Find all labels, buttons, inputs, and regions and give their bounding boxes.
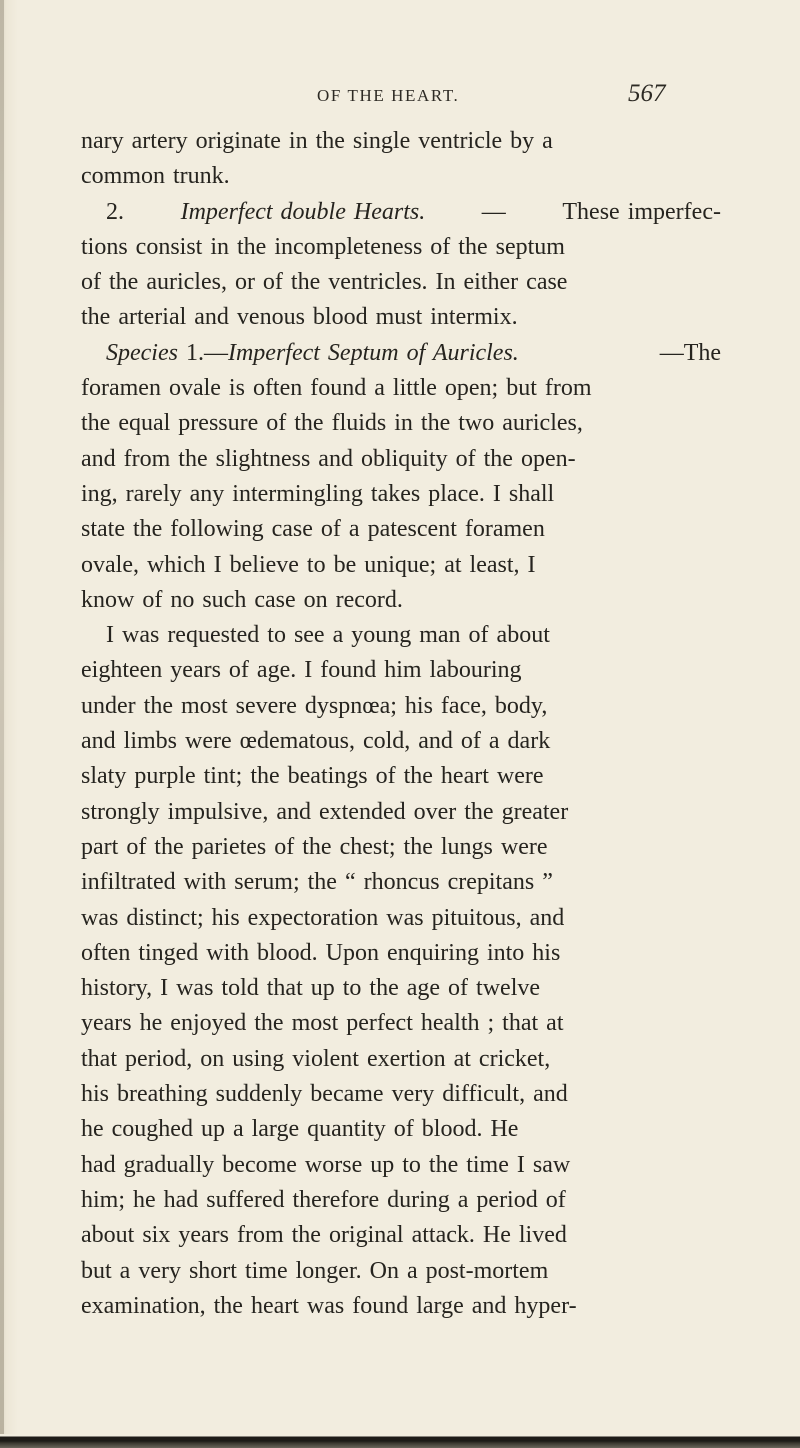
species-label: Species: [106, 339, 178, 366]
text-line: years he enjoyed the most perfect health ; that at: [81, 1010, 564, 1037]
text-line: was distinct; his expectoration was pituitous, and: [81, 904, 565, 931]
text-line: he coughed up a large quantity of blood. He: [81, 1116, 519, 1143]
running-title: OF THE HEART.: [317, 86, 460, 105]
text-line: ing, rarely any intermingling takes place. I shall: [81, 480, 555, 507]
text-line: history, I was told that up to the age of twelve: [81, 975, 541, 1002]
text-line: the equal pressure of the fluids in the two auricles,: [81, 410, 583, 437]
species-heading: Imperfect Septum of Auricles.: [227, 339, 519, 366]
text-line: nary artery originate in the single ventricle by a: [81, 128, 553, 154]
body-text: [81, 124, 721, 1324]
text-line: his breathing suddenly became very difficult, and: [81, 1081, 568, 1108]
section-heading: Imperfect double Hearts.: [180, 198, 426, 225]
page-edge-rule: [0, 1434, 800, 1448]
species-lead: [106, 336, 519, 371]
text-line: of the auricles, or of the ventricles. In either case: [81, 269, 568, 296]
text-line: I was requested to see a young man of about: [106, 622, 550, 649]
text-line: under the most severe dyspnœa; his face, body,: [81, 692, 548, 719]
section-text: These imperfec-: [562, 198, 721, 225]
species-number: 1.: [185, 339, 204, 366]
text-line: about six years from the original attack. He lived: [81, 1222, 567, 1249]
text-line: had gradually become worse up to the time I saw: [81, 1151, 571, 1178]
text-line: eighteen years of age. I found him labouring: [81, 657, 522, 684]
section-number: 2.: [106, 198, 124, 225]
species-1-line: [81, 336, 721, 371]
text-line: and limbs were œdematous, cold, and of a dark: [81, 728, 551, 755]
text-line: strongly impulsive, and extended over the greater: [81, 798, 569, 825]
em-dash: —: [203, 339, 228, 366]
section-2-line: [81, 195, 721, 230]
text-line: that period, on using violent exertion at cricket,: [81, 1045, 551, 1072]
text-line: ovale, which I believe to be unique; at least, I: [81, 551, 536, 578]
text-line: tions consist in the incompleteness of the septum: [81, 233, 565, 260]
text-line: slaty purple tint; the beatings of the heart were: [81, 763, 544, 790]
text-line: common trunk.: [81, 163, 230, 190]
text-line: foramen ovale is often found a little open; but from: [81, 375, 592, 402]
binding-gutter: [0, 0, 4, 1448]
text-line: him; he had suffered therefore during a period of: [81, 1186, 566, 1213]
text-line: part of the parietes of the chest; the lungs were: [81, 833, 548, 860]
text-line: examination, the heart was found large and hyper-: [81, 1292, 577, 1319]
text-line: the arterial and venous blood must intermix.: [81, 304, 518, 331]
running-head: [0, 80, 800, 116]
text-line: infiltrated with serum; the “ rhoncus crepitans ”: [81, 869, 553, 896]
text-line: often tinged with blood. Upon enquiring into his: [81, 939, 561, 966]
text-line: state the following case of a patescent foramen: [81, 516, 545, 543]
species-text: —The: [659, 339, 721, 366]
em-dash: —: [481, 198, 506, 225]
page-number: 567: [628, 80, 666, 107]
text-line: know of no such case on record.: [81, 586, 403, 613]
text-line: and from the slightness and obliquity of the open-: [81, 445, 576, 472]
text-line: but a very short time longer. On a post-mortem: [81, 1257, 549, 1284]
